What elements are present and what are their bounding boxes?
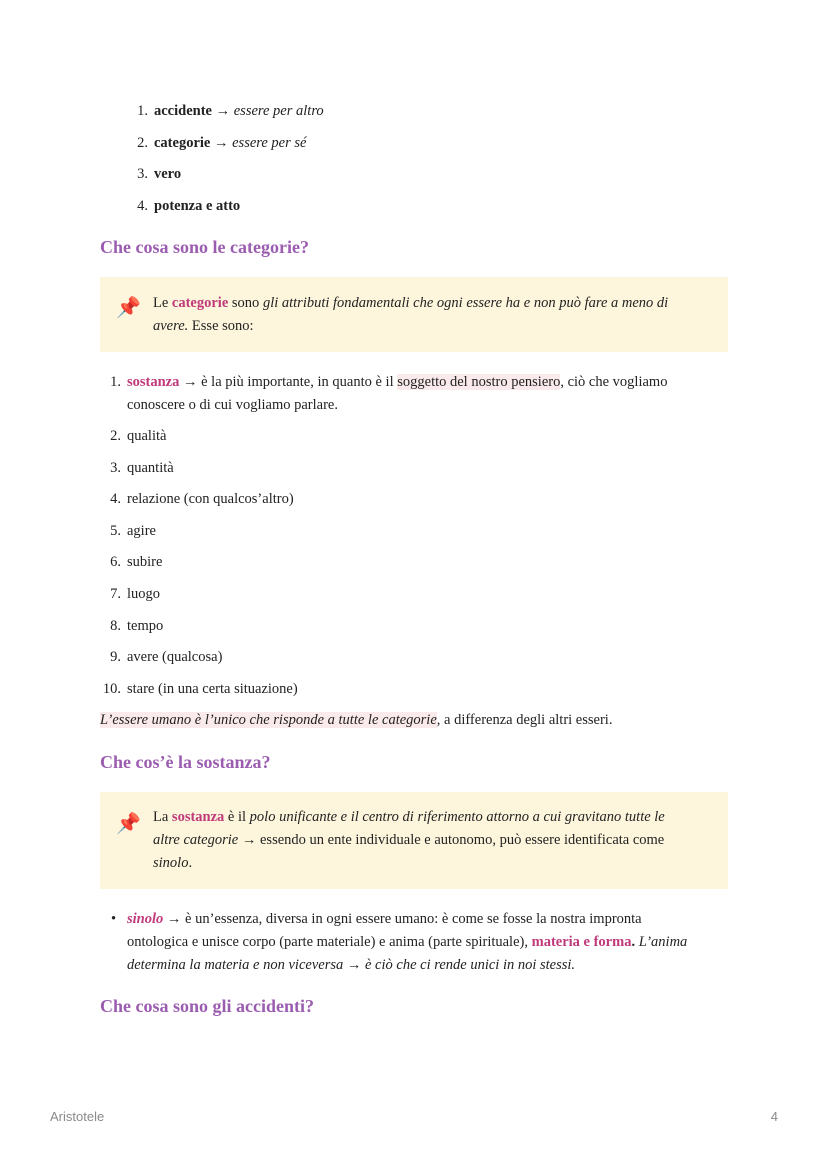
pushpin-icon: 📌 (116, 297, 141, 319)
list-item: 2. categorie → essere per sé (137, 135, 307, 151)
list-item: 4. potenza e atto (137, 198, 241, 214)
list-item: • sinolo → è un’essenza, diversa in ogni essere umano: è come se fosse la nostra impronta ontologica e unisce corpo (parte materiale) e anima (parte spirituale), materia e forma. L’anima determina la materia e non viceversa → è ciò che ci rende unici in noi stessi. (100, 908, 730, 977)
list-item: 2. qualità (110, 428, 167, 444)
bullet-icon: • (110, 911, 117, 927)
list-item: 3. vero (137, 166, 182, 182)
pushpin-icon: 📌 (116, 813, 141, 835)
section-heading-accidenti: Che cosa sono gli accidenti? (100, 996, 314, 1016)
footer-title: Aristotele (50, 1109, 105, 1124)
page-number: 4 (770, 1109, 778, 1124)
list-item: 3. quantità (110, 460, 174, 476)
callout-text: La sostanza è il polo unificante e il centro di riferimento attorno a cui gravitano tutte le altre categorie → essendo un ente individuale e autonomo, può essere identificata come sinolo. (153, 809, 665, 871)
list-item: 10. stare (in una certa situazione) (102, 681, 298, 697)
list-item: 9. avere (qualcosa) (110, 649, 223, 665)
list-item: 1. sostanza → è la più importante, in quanto è il soggetto del nostro pensiero, ciò che vogliamo conoscere o di cui vogliamo parlare. (110, 374, 668, 413)
list-item: 8. tempo (110, 618, 164, 634)
closing-paragraph: L’essere umano è l’unico che risponde a tutte le categorie, a differenza degli altri esseri. (100, 712, 613, 728)
section-heading-sostanza: Che cos’è la sostanza? (100, 752, 271, 772)
list-item: 6. subire (110, 554, 163, 570)
list-item: 4. relazione (con qualcos’altro) (110, 491, 294, 507)
callout-text: Le categorie sono gli attributi fondamentali che ogni essere ha e non può fare a meno di avere. Esse sono: (153, 295, 669, 334)
callout-categorie (100, 277, 728, 352)
callout-sostanza (100, 792, 728, 889)
section-heading-categorie: Che cosa sono le categorie? (100, 237, 309, 257)
list-item: 5. agire (110, 523, 156, 539)
list-item: 7. luogo (110, 586, 161, 602)
list-item: 1. accidente → essere per altro (137, 103, 324, 119)
